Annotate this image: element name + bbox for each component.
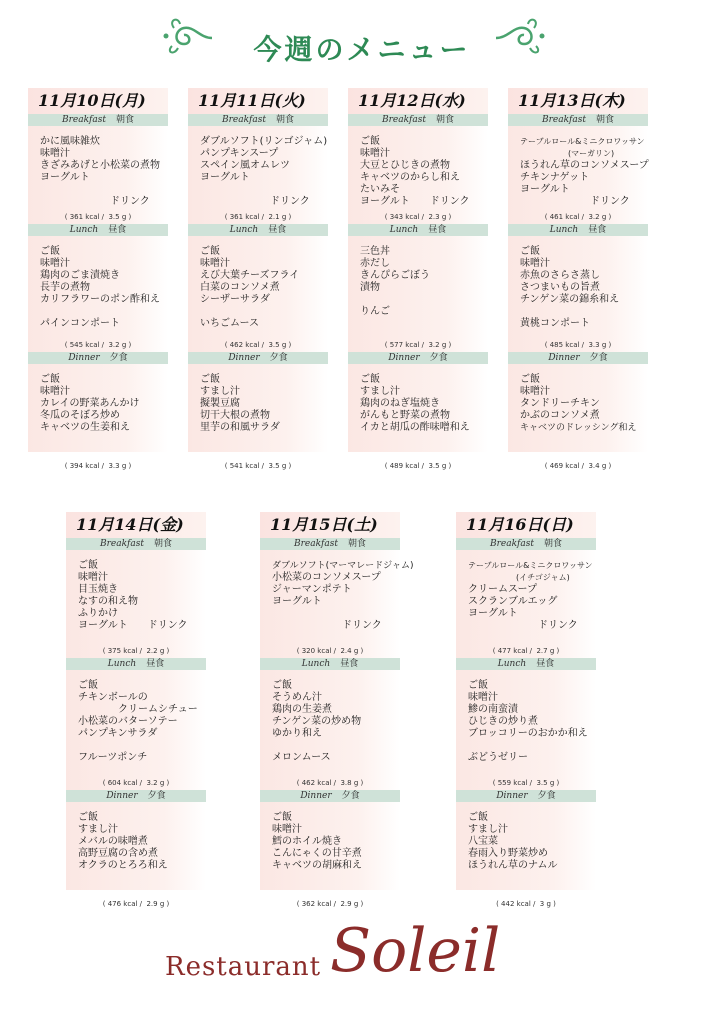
meal-label-jp: 昼食 <box>428 225 447 235</box>
menu-item: カレイの野菜あんかけ <box>40 398 140 409</box>
menu-item: ご飯 <box>200 246 220 257</box>
menu-item: タンドリーチキン <box>520 398 600 409</box>
menu-item: がんもと野菜の煮物 <box>360 410 450 421</box>
meal-label-en: Lunch <box>389 225 419 235</box>
menu-list <box>456 550 596 632</box>
breakfast-section <box>260 538 414 658</box>
menu-item: 大豆とひじきの煮物 <box>360 160 450 171</box>
meal-label-en: Lunch <box>549 225 579 235</box>
menu-item: ダブルソフト(リンゴジャム) <box>200 136 328 147</box>
menu-item <box>40 306 168 318</box>
page-title: 今週のメニュー <box>253 33 471 66</box>
menu-item: かぶのコンソメ煮 <box>520 410 600 421</box>
day-card-wed <box>348 88 488 470</box>
menu-item: 黄桃コンポート <box>520 318 590 329</box>
day-card-tue <box>188 88 328 470</box>
menu-item: 八宝菜 <box>468 836 498 847</box>
day-date: 11月12日(水) <box>348 88 488 114</box>
day-date: 11月14日(金) <box>66 512 206 538</box>
menu-item: 味噌汁 <box>78 572 108 583</box>
nutrition-info: ( 361 kcal / 3.5 g ) <box>64 213 132 221</box>
meal-label-jp: 朝食 <box>347 539 366 549</box>
nutrition-info: ( 442 kcal / 3 g ) <box>496 900 556 908</box>
meal-label-en: Lunch <box>497 659 527 669</box>
menu-item <box>520 306 648 318</box>
meal-label-en: Breakfast <box>99 539 144 549</box>
menu-item: 鯵の南蛮漬 <box>468 704 518 715</box>
menu-item: ブロッコリーのおかか和え <box>468 728 588 739</box>
nutrition-info: ( 541 kcal / 3.5 g ) <box>224 462 292 470</box>
menu-item: さつまいもの旨煮 <box>520 282 600 293</box>
menu-item: かに風味雑炊 <box>40 136 100 147</box>
menu-item: イカと胡瓜の酢味噌和え <box>360 422 470 433</box>
dinner-header <box>28 352 168 364</box>
meal-label-en: Lunch <box>107 659 137 669</box>
nutrition-info: ( 361 kcal / 2.1 g ) <box>224 213 292 221</box>
meal-label-en: Breakfast <box>541 115 586 125</box>
menu-item: ふりかけ <box>78 608 118 619</box>
menu-item: ドリンク <box>272 620 382 631</box>
menu-item: ご飯 <box>360 374 380 385</box>
restaurant-name-logo: Soleil <box>330 916 501 986</box>
menu-item: ヨーグルト ドリンク <box>360 196 470 207</box>
menu-list <box>508 236 648 330</box>
meal-label-en: Dinner <box>548 353 580 363</box>
menu-item: ご飯 <box>520 374 540 385</box>
menu-item: ご飯 <box>40 374 60 385</box>
menu-item: 味噌汁 <box>40 386 70 397</box>
breakfast-header <box>28 114 168 126</box>
dinner-section <box>348 352 488 452</box>
menu-item: 擬製豆腐 <box>200 398 240 409</box>
meal-label-en: Lunch <box>229 225 259 235</box>
menu-list <box>28 236 168 330</box>
menu-item: メバルの味噌煮 <box>78 836 148 847</box>
meal-label-jp: 昼食 <box>268 225 287 235</box>
menu-item: 高野豆腐の含め煮 <box>78 848 158 859</box>
meal-label-en: Breakfast <box>489 539 534 549</box>
menu-item: チンゲン菜の錦糸和え <box>520 294 620 305</box>
menu-item: ご飯 <box>360 136 380 147</box>
meal-label-en: Dinner <box>228 353 260 363</box>
menu-item: ほうれん草のコンソメスープ <box>520 160 649 171</box>
nutrition-info: ( 462 kcal / 3.8 g ) <box>296 779 364 787</box>
meal-label-en: Dinner <box>300 791 332 801</box>
menu-item: 味噌汁 <box>520 386 550 397</box>
menu-item: チンゲン菜の炒め物 <box>272 716 362 727</box>
menu-item: ヨーグルト <box>520 184 570 195</box>
menu-item: ゆかり和え <box>272 728 322 739</box>
menu-list <box>456 802 596 872</box>
menu-item: 小松菜のバターソテー <box>78 716 178 727</box>
menu-list <box>456 670 596 764</box>
lunch-header <box>66 658 206 670</box>
meal-label-jp: 夕食 <box>537 791 556 801</box>
menu-list <box>348 364 488 434</box>
dinner-header <box>456 790 596 802</box>
nutrition-info: ( 362 kcal / 2.9 g ) <box>296 900 364 908</box>
menu-item: メロンムース <box>272 752 331 763</box>
menu-item: フルーツポンチ <box>78 752 148 763</box>
menu-item: すまし汁 <box>360 386 400 397</box>
menu-list <box>188 364 328 434</box>
nutrition-info: ( 604 kcal / 3.2 g ) <box>102 779 170 787</box>
day-card-thu <box>508 88 648 470</box>
nutrition-info: ( 469 kcal / 3.4 g ) <box>544 462 612 470</box>
dinner-header <box>260 790 400 802</box>
day-card-sat <box>260 512 414 908</box>
menu-item: スペイン風オムレツ <box>200 160 290 171</box>
menu-item: キャベツの胡麻和え <box>272 860 362 871</box>
breakfast-section <box>456 538 596 658</box>
menu-item: ヨーグルト <box>272 596 322 607</box>
menu-item: ドリンク <box>468 620 578 631</box>
menu-item: ご飯 <box>78 680 98 691</box>
menu-item: テーブルロール&ミニクロワッサン <box>468 561 593 570</box>
nutrition-info: ( 394 kcal / 3.3 g ) <box>64 462 132 470</box>
nutrition-info: ( 375 kcal / 2.2 g ) <box>102 647 170 655</box>
lunch-section <box>348 224 488 352</box>
menu-item: ドリンク <box>200 196 310 207</box>
meal-label-en: Dinner <box>388 353 420 363</box>
breakfast-header <box>456 538 596 550</box>
menu-item: キャベツの生姜和え <box>40 422 130 433</box>
menu-item: カリフラワーのポン酢和え <box>40 294 160 305</box>
menu-item: チキンボールの <box>78 692 148 703</box>
menu-item: テーブルロール&ミニクロワッサン <box>520 137 645 146</box>
menu-item: きんぴらごぼう <box>360 270 430 281</box>
lunch-section <box>28 224 168 352</box>
menu-item: 味噌汁 <box>272 824 302 835</box>
menu-item: ご飯 <box>272 812 292 823</box>
menu-item: こんにゃくの甘辛煮 <box>272 848 362 859</box>
restaurant-label: Restaurant <box>165 952 322 982</box>
lunch-section <box>188 224 328 352</box>
nutrition-info: ( 545 kcal / 3.2 g ) <box>64 341 132 349</box>
menu-item: 味噌汁 <box>200 258 230 269</box>
dinner-header <box>508 352 648 364</box>
menu-item: (マーガリン) <box>520 149 615 158</box>
nutrition-info: ( 577 kcal / 3.2 g ) <box>384 341 452 349</box>
menu-item <box>360 294 488 306</box>
breakfast-section <box>188 114 328 224</box>
menu-item: えび大葉チーズフライ <box>200 270 300 281</box>
day-card-mon <box>28 88 168 470</box>
menu-item: クリームシチュー <box>78 704 198 715</box>
menu-item: シーザーサラダ <box>200 294 270 305</box>
nutrition-info: ( 461 kcal / 3.2 g ) <box>544 213 612 221</box>
meal-label-jp: 昼食 <box>146 659 165 669</box>
menu-item: すまし汁 <box>78 824 118 835</box>
menu-list <box>260 802 400 872</box>
breakfast-header <box>508 114 648 126</box>
meal-label-en: Breakfast <box>293 539 338 549</box>
menu-item: 鱈のホイル焼き <box>272 836 342 847</box>
dinner-header <box>66 790 206 802</box>
meal-label-jp: 朝食 <box>275 115 294 125</box>
nutrition-info: ( 559 kcal / 3.5 g ) <box>492 779 560 787</box>
meal-label-jp: 昼食 <box>536 659 555 669</box>
menu-item: ご飯 <box>520 246 540 257</box>
menu-item: ぶどうゼリー <box>468 752 528 763</box>
menu-item: 三色丼 <box>360 246 390 257</box>
menu-item: ご飯 <box>78 560 98 571</box>
day-date: 11月11日(火) <box>188 88 328 114</box>
menu-item: ジャーマンポテト <box>272 584 352 595</box>
menu-list <box>348 126 488 208</box>
lunch-section <box>66 658 206 790</box>
breakfast-section <box>508 114 648 224</box>
meal-label-jp: 昼食 <box>108 225 127 235</box>
breakfast-header <box>260 538 400 550</box>
menu-item: たいみそ <box>360 184 400 195</box>
meal-label-en: Dinner <box>496 791 528 801</box>
menu-item <box>78 740 206 752</box>
nutrition-info: ( 485 kcal / 3.3 g ) <box>544 341 612 349</box>
menu-item: キャベツのドレッシング和え <box>520 423 637 433</box>
menu-item: ヨーグルト <box>200 172 250 183</box>
menu-item: ご飯 <box>468 812 488 823</box>
menu-item: 味噌汁 <box>468 692 498 703</box>
meal-label-jp: 夕食 <box>109 353 128 363</box>
menu-item: (イチゴジャム) <box>468 573 570 582</box>
meal-label-jp: 昼食 <box>588 225 607 235</box>
menu-item: スクランブルエッグ <box>468 596 558 607</box>
meal-label-en: Breakfast <box>381 115 426 125</box>
menu-item <box>272 740 400 752</box>
menu-item: チキンナゲット <box>520 172 590 183</box>
menu-list <box>348 236 488 318</box>
lunch-header <box>188 224 328 236</box>
dinner-section <box>456 790 596 890</box>
menu-item: 目玉焼き <box>78 584 118 595</box>
breakfast-section <box>66 538 206 658</box>
menu-list <box>508 364 648 434</box>
menu-item: パインコンポート <box>40 318 120 329</box>
menu-list <box>188 236 328 330</box>
menu-item: パンプキンサラダ <box>78 728 158 739</box>
lunch-section <box>456 658 596 790</box>
lunch-header <box>456 658 596 670</box>
dinner-header <box>348 352 488 364</box>
dinner-section <box>188 352 328 452</box>
menu-item: クリームスープ <box>468 584 537 595</box>
menu-item: 赤だし <box>360 258 390 269</box>
menu-item: パンプキンスープ <box>200 148 279 159</box>
breakfast-header <box>188 114 328 126</box>
meal-label-jp: 夕食 <box>589 353 608 363</box>
day-date: 11月16日(日) <box>456 512 596 538</box>
menu-item: ひじきの炒り煮 <box>468 716 538 727</box>
menu-item: ご飯 <box>200 374 220 385</box>
menu-item: ほうれん草のナムル <box>468 860 558 871</box>
meal-label-jp: 朝食 <box>115 115 134 125</box>
meal-label-en: Dinner <box>68 353 100 363</box>
nutrition-info: ( 489 kcal / 3.5 g ) <box>384 462 452 470</box>
menu-item: そうめん汁 <box>272 692 322 703</box>
menu-item <box>200 306 328 318</box>
day-card-fri <box>66 512 206 908</box>
meal-label-jp: 夕食 <box>341 791 360 801</box>
menu-list <box>66 802 206 872</box>
menu-item: ヨーグルト <box>40 172 90 183</box>
day-date: 11月13日(木) <box>508 88 648 114</box>
menu-item: ご飯 <box>272 680 292 691</box>
nutrition-info: ( 476 kcal / 2.9 g ) <box>102 900 170 908</box>
menu-item: ダブルソフト(マーマレードジャム) <box>272 561 414 571</box>
dinner-section <box>508 352 648 452</box>
menu-item: 味噌汁 <box>520 258 550 269</box>
meal-label-en: Breakfast <box>221 115 266 125</box>
menu-list <box>260 550 414 632</box>
dinner-section <box>28 352 168 452</box>
breakfast-section <box>28 114 168 224</box>
menu-item: ヨーグルト <box>468 608 518 619</box>
meal-label-jp: 夕食 <box>269 353 288 363</box>
menu-item <box>468 740 596 752</box>
lunch-header <box>508 224 648 236</box>
nutrition-info: ( 477 kcal / 2.7 g ) <box>492 647 560 655</box>
meal-label-en: Lunch <box>69 225 99 235</box>
nutrition-info: ( 343 kcal / 2.3 g ) <box>384 213 452 221</box>
menu-item: 鶏肉のねぎ塩焼き <box>360 398 440 409</box>
lunch-header <box>260 658 400 670</box>
menu-item: 冬瓜のそぼろ炒め <box>40 410 120 421</box>
menu-item: ご飯 <box>78 812 98 823</box>
breakfast-header <box>66 538 206 550</box>
menu-item: 鶏肉のごま漬焼き <box>40 270 120 281</box>
menu-item: 白菜のコンソメ煮 <box>200 282 280 293</box>
menu-item: ご飯 <box>468 680 488 691</box>
menu-item: いちごムース <box>200 318 259 329</box>
menu-item: きざみあげと小松菜の煮物 <box>40 160 160 171</box>
menu-item: ご飯 <box>40 246 60 257</box>
menu-item: 切干大根の煮物 <box>200 410 270 421</box>
menu-item: キャベツのからし和え <box>360 172 460 183</box>
meal-label-jp: 朝食 <box>543 539 562 549</box>
nutrition-info: ( 320 kcal / 2.4 g ) <box>296 647 364 655</box>
menu-item: 長芋の煮物 <box>40 282 90 293</box>
menu-list <box>28 126 168 208</box>
meal-label-jp: 朝食 <box>153 539 172 549</box>
menu-item: 漬物 <box>360 282 380 293</box>
menu-item: 春雨入り野菜炒め <box>468 848 548 859</box>
menu-item: ドリンク <box>520 196 630 207</box>
day-date: 11月10日(月) <box>28 88 168 114</box>
menu-item <box>40 184 168 196</box>
menu-item: ヨーグルト ドリンク <box>78 620 188 631</box>
nutrition-info: ( 462 kcal / 3.5 g ) <box>224 341 292 349</box>
meal-label-en: Dinner <box>106 791 138 801</box>
menu-list <box>260 670 400 764</box>
lunch-section <box>260 658 400 790</box>
meal-label-en: Lunch <box>301 659 331 669</box>
menu-item: ドリンク <box>40 196 150 207</box>
lunch-section <box>508 224 648 352</box>
meal-label-jp: 夕食 <box>429 353 448 363</box>
menu-item: 里芋の和風サラダ <box>200 422 280 433</box>
menu-item: なすの和え物 <box>78 596 138 607</box>
meal-label-en: Breakfast <box>61 115 106 125</box>
menu-item: すまし汁 <box>468 824 508 835</box>
menu-item: 味噌汁 <box>40 258 70 269</box>
breakfast-header <box>348 114 488 126</box>
meal-label-jp: 朝食 <box>435 115 454 125</box>
menu-item: 鶏肉の生姜煮 <box>272 704 332 715</box>
menu-item: 赤魚のさらさ蒸し <box>520 270 600 281</box>
breakfast-section <box>348 114 488 224</box>
menu-item: 味噌汁 <box>360 148 390 159</box>
meal-label-jp: 夕食 <box>147 791 166 801</box>
menu-list <box>188 126 328 208</box>
menu-item: すまし汁 <box>200 386 240 397</box>
lunch-header <box>28 224 168 236</box>
lunch-header <box>348 224 488 236</box>
dinner-section <box>66 790 206 890</box>
meal-label-jp: 昼食 <box>340 659 359 669</box>
day-card-sun <box>456 512 596 908</box>
menu-item: オクラのとろろ和え <box>78 860 168 871</box>
menu-item: りんご <box>360 306 390 317</box>
menu-list <box>508 126 648 208</box>
day-date: 11月15日(土) <box>260 512 400 538</box>
menu-list <box>66 550 206 632</box>
menu-item <box>200 184 328 196</box>
dinner-section <box>260 790 400 890</box>
menu-item <box>272 608 400 620</box>
menu-item: 小松菜のコンソメスープ <box>272 572 381 583</box>
meal-label-jp: 朝食 <box>595 115 614 125</box>
menu-list <box>28 364 168 434</box>
menu-item: 味噌汁 <box>40 148 70 159</box>
menu-list <box>66 670 206 764</box>
dinner-header <box>188 352 328 364</box>
